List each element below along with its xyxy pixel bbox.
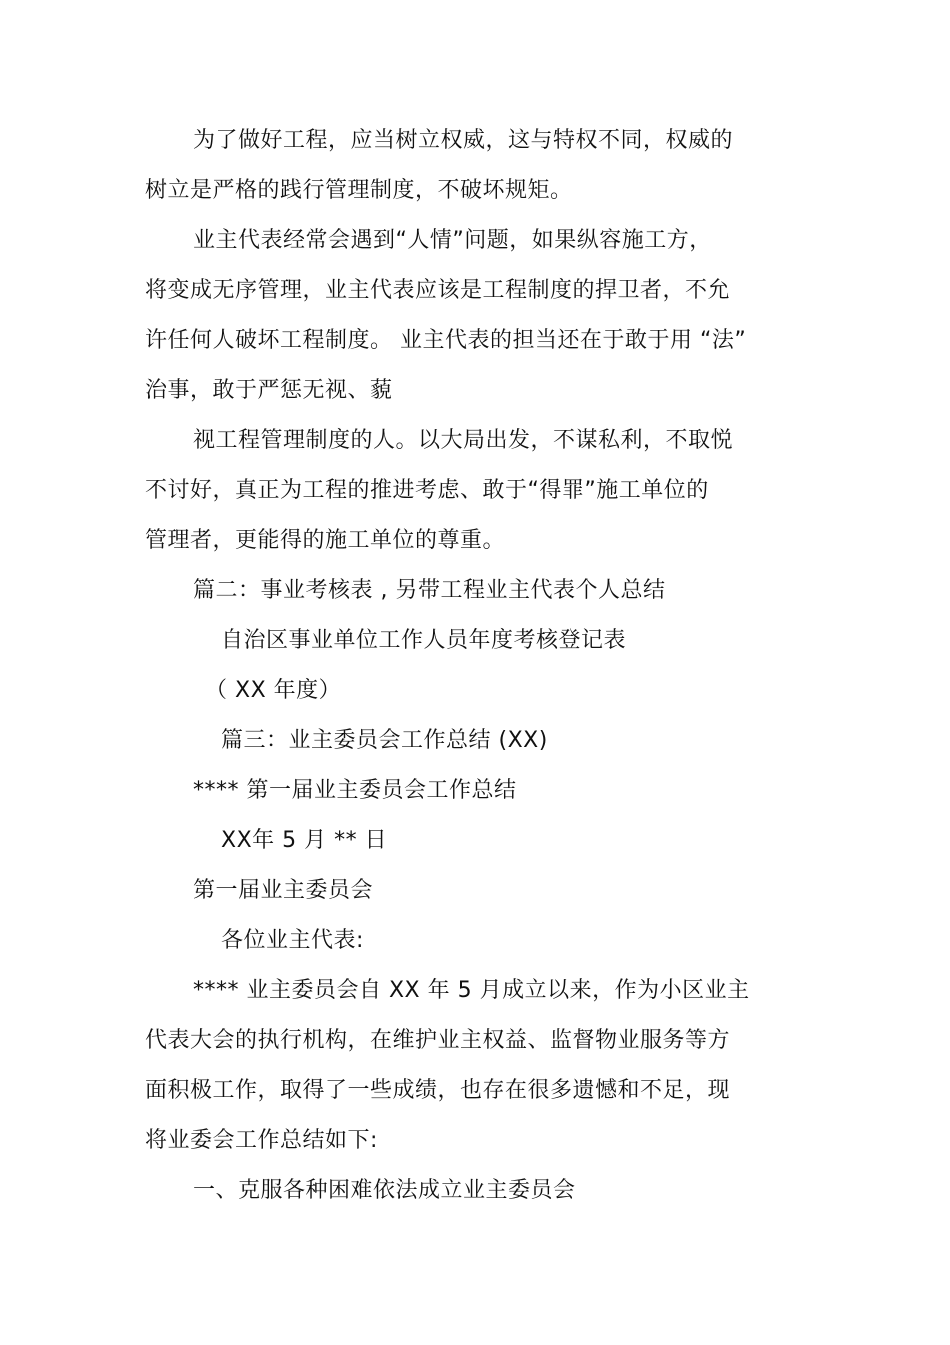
paragraph-line: 将变成无序管理，业主代表应该是工程制度的捍卫者，不允 [145, 278, 731, 303]
paragraph-line: **** 业主委员会自 XX 年 5 月成立以来，作为小区业主 [193, 978, 750, 1003]
paragraph-line: 业主代表经常会遇到“人情”问题，如果纵容施工方， [193, 228, 712, 253]
paragraph-line: 面积极工作，取得了一些成绩，也存在很多遗憾和不足，现 [145, 1078, 731, 1103]
paragraph-line: 将业委会工作总结如下: [145, 1128, 378, 1153]
paragraph-line: 为了做好工程，应当树立权威，这与特权不同，权威的 [193, 128, 734, 153]
section-heading: 篇二：事业考核表 , 另带工程业主代表个人总结 [193, 578, 666, 603]
report-date: XX年 5 月 ** 日 [221, 828, 388, 853]
paragraph-line: 不讨好，真正为工程的推进考虑、敢于“得罪”施工单位的 [145, 478, 709, 503]
section-heading: 篇三：业主委员会工作总结 (XX) [221, 728, 548, 753]
form-title: 自治区事业单位工作人员年度考核登记表 [221, 628, 627, 653]
report-title: **** 第一届业主委员会工作总结 [193, 778, 517, 803]
paragraph-line: 许任何人破坏工程制度。 业主代表的担当还在于敢于用 “法” [145, 328, 747, 353]
paragraph-line: 代表大会的执行机构，在维护业主权益、监督物业服务等方 [145, 1028, 731, 1053]
salutation: 各位业主代表: [221, 928, 364, 953]
form-year: （ XX 年度） [205, 678, 342, 703]
subsection-heading: 一、克服各种困难依法成立业主委员会 [193, 1178, 576, 1203]
paragraph-line: 治事，敢于严惩无视、藐 [145, 378, 393, 403]
paragraph-line: 视工程管理制度的人。以大局出发，不谋私利，不取悦 [193, 428, 734, 453]
paragraph-line: 树立是严格的践行管理制度，不破坏规矩。 [145, 178, 573, 203]
report-author: 第一届业主委员会 [193, 878, 374, 903]
paragraph-line: 管理者，更能得的施工单位的尊重。 [145, 528, 506, 553]
